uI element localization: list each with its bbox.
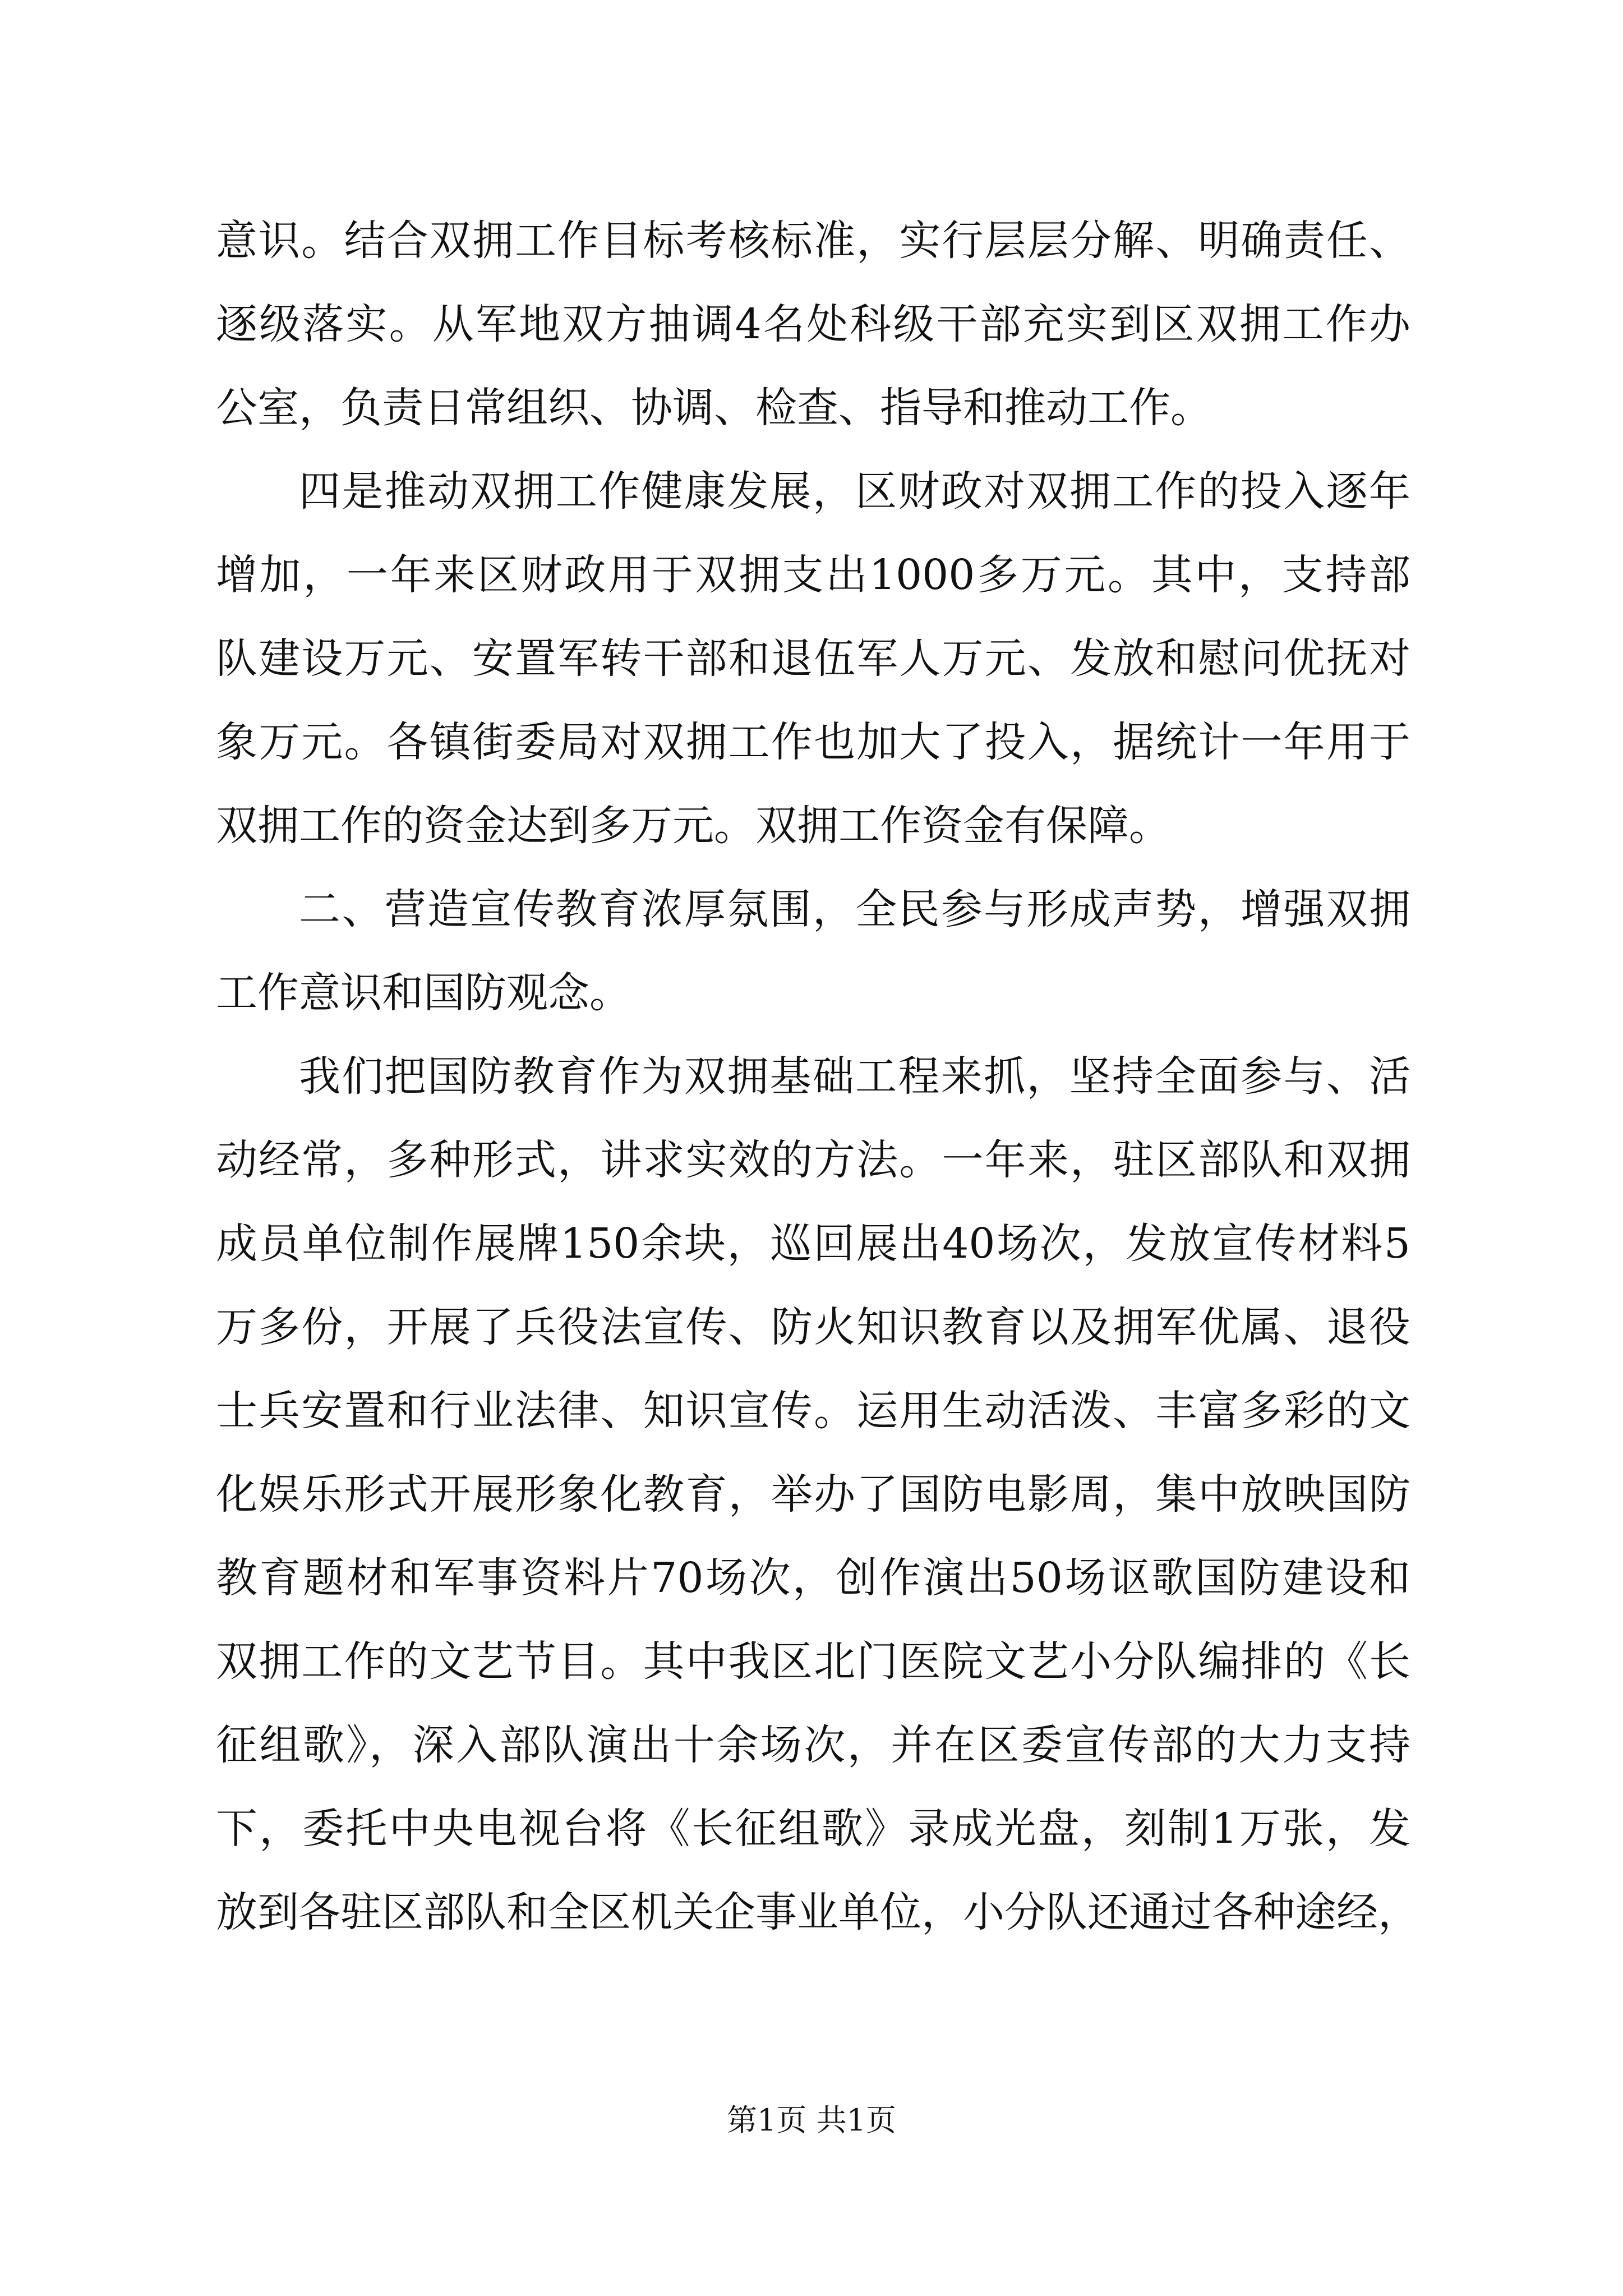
text-line: 增加，一年来区财政用于双拥支出1000多万元。其中，支持部 (216, 551, 1410, 599)
text-line: 放到各驻区部队和全区机关企事业单位，小分队还通过各种途经， (216, 1888, 1419, 1936)
text-line: 教育题材和军事资料片70场次，创作演出50场讴歌国防建设和 (216, 1554, 1410, 1602)
text-line: 意识。结合双拥工作目标考核标准，实行层层分解、明确责任、 (216, 217, 1410, 265)
text-line: 下，委托中央电视台将《长征组歌》录成光盘，刻制1万张，发 (216, 1805, 1410, 1853)
text-line: 队建设万元、安置军转干部和退伍军人万元、发放和慰问优抚对 (216, 634, 1410, 683)
paragraph-first-line: 四是推动双拥工作健康发展，区财政对双拥工作的投入逐年 (299, 467, 1410, 516)
page-number-label: 第1页 共1页 (727, 2102, 896, 2138)
text-line: 双拥工作的资金达到多万元。双拥工作资金有保障。 (216, 802, 1170, 850)
text-line: 征组歌》，深入部队演出十余场次，并在区委宣传部的大力支持 (216, 1721, 1410, 1769)
text-line: 动经常，多种形式，讲求实效的方法。一年来，驻区部队和双拥 (216, 1136, 1410, 1184)
text-line: 士兵安置和行业法律、知识宣传。运用生动活泼、丰富多彩的文 (216, 1387, 1410, 1435)
paragraph-first-line: 我们把国防教育作为双拥基础工程来抓，坚持全面参与、活 (299, 1052, 1410, 1101)
document-body (216, 199, 1419, 1954)
text-line: 象万元。各镇街委局对双拥工作也加大了投入，据统计一年用于 (216, 718, 1410, 766)
section-heading-line: 二、营造宣传教育浓厚氛围，全民参与形成声势，增强双拥 (299, 885, 1410, 933)
text-line: 逐级落实。从军地双方抽调4名处科级干部充实到区双拥工作办 (216, 300, 1410, 348)
section-heading-line: 工作意识和国防观念。 (216, 969, 631, 1017)
text-line: 公室，负责日常组织、协调、检查、指导和推动工作。 (216, 384, 1212, 432)
text-line: 万多份，开展了兵役法宣传、防火知识教育以及拥军优属、退役 (216, 1303, 1410, 1351)
text-line: 双拥工作的文艺节目。其中我区北门医院文艺小分队编排的《长 (216, 1637, 1410, 1686)
page-footer (0, 2101, 1623, 2140)
text-line: 化娱乐形式开展形象化教育，举办了国防电影周，集中放映国防 (216, 1470, 1410, 1519)
text-line: 成员单位制作展牌150余块，巡回展出40场次，发放宣传材料5 (216, 1220, 1410, 1268)
